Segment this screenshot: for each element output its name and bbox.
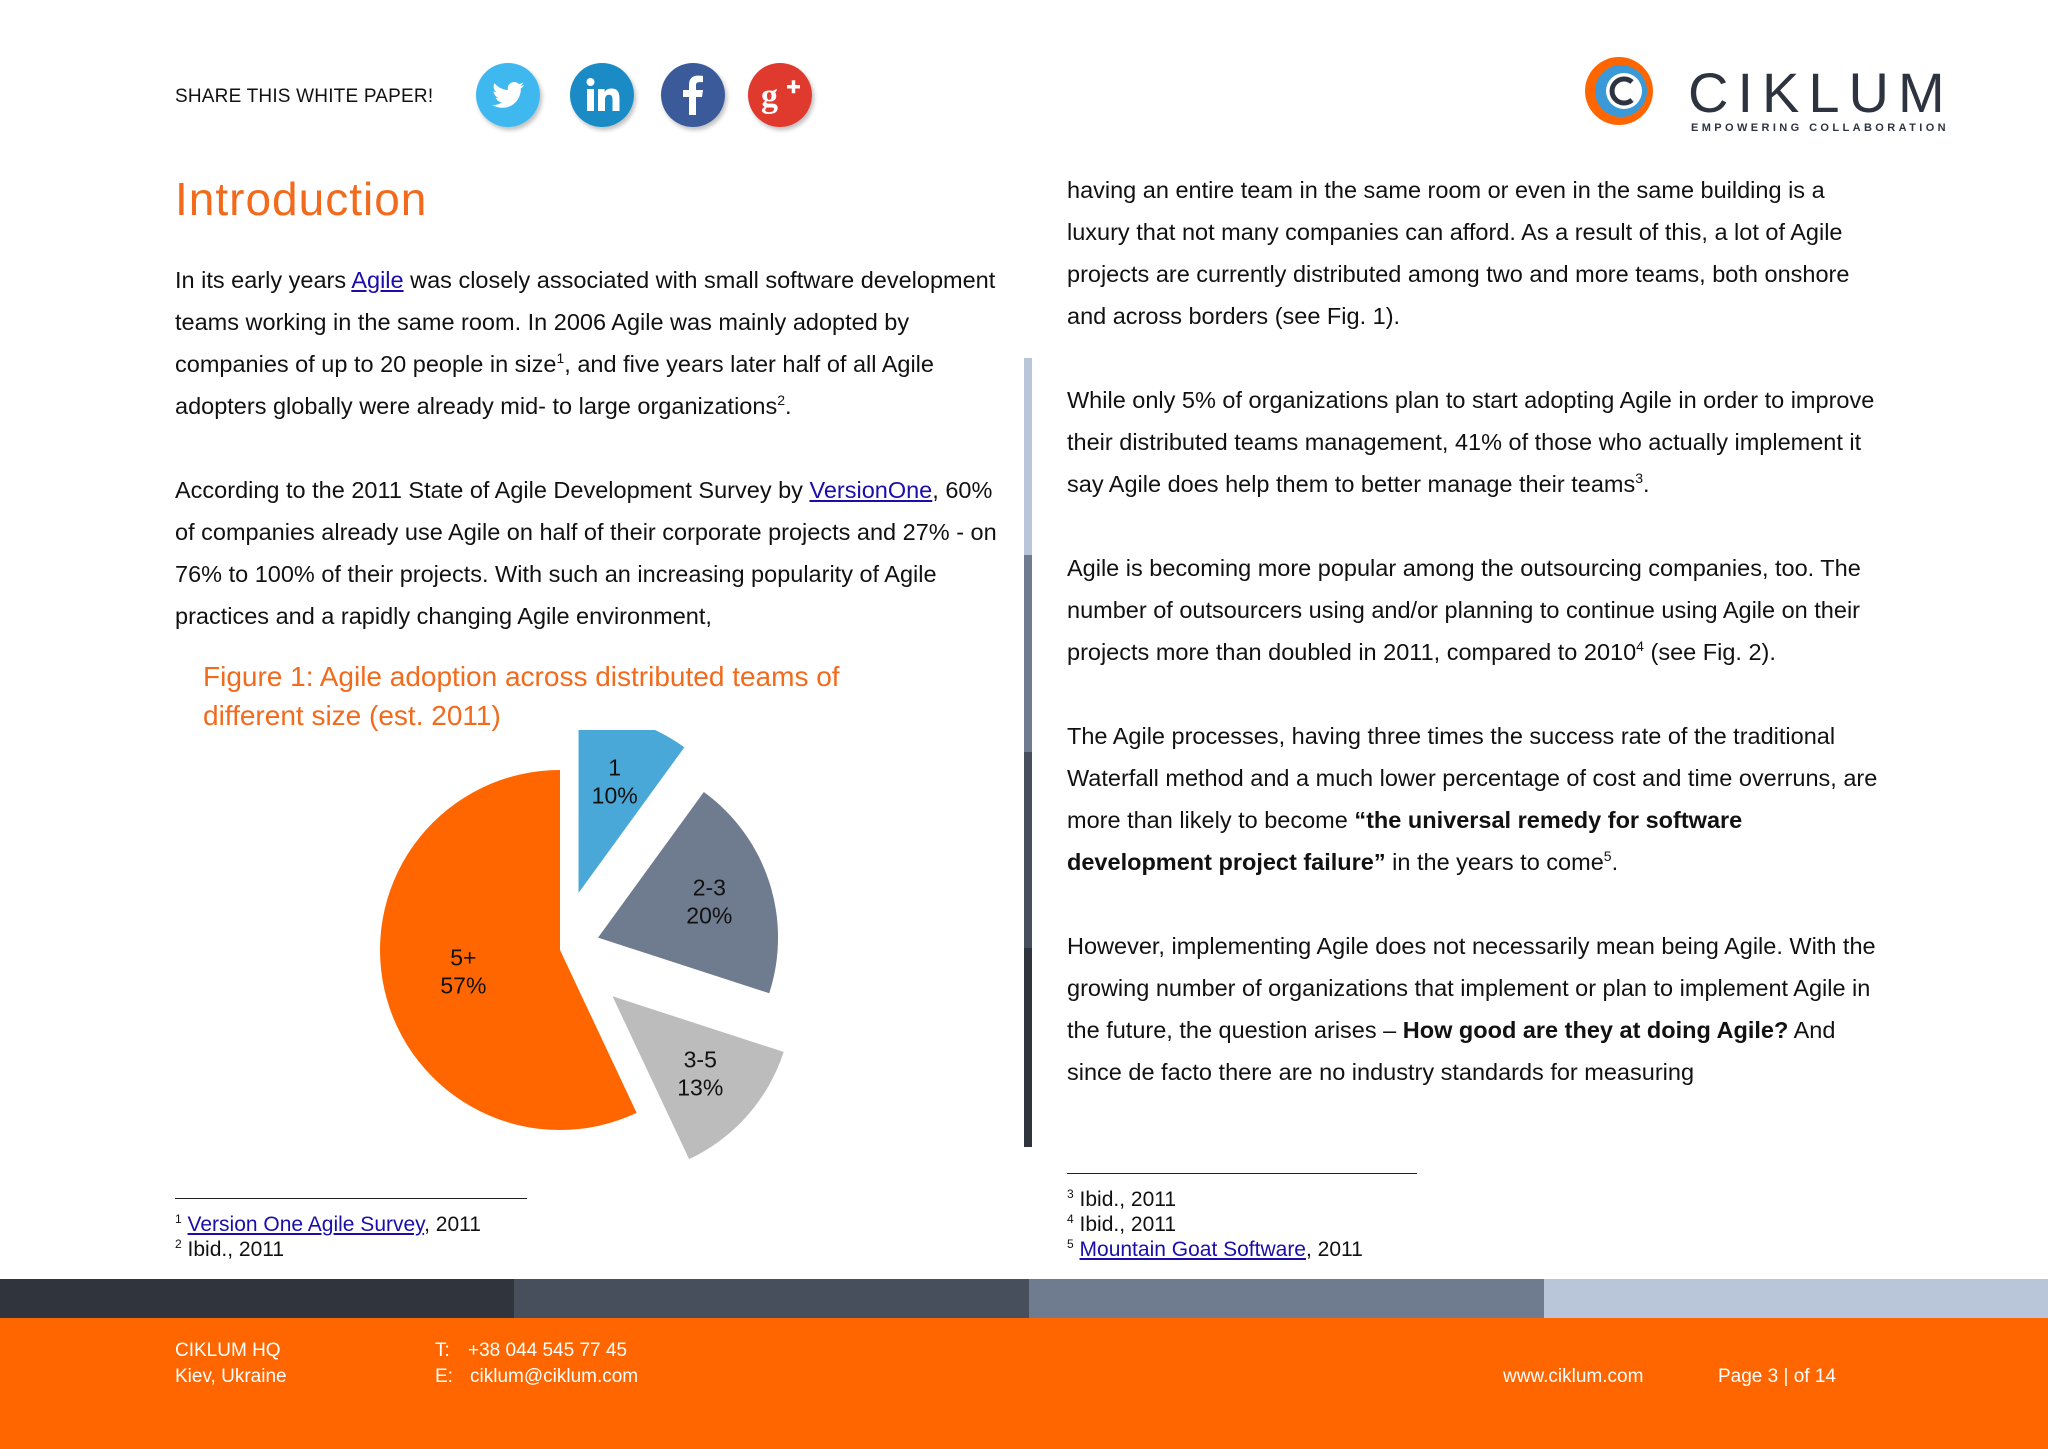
pie-category-label: 5+ <box>450 944 477 971</box>
footer-email-label: E: <box>435 1366 453 1387</box>
footer-email[interactable]: ciklum@ciklum.com <box>470 1366 639 1387</box>
divider-bar-segment <box>1024 752 1032 948</box>
ciklum-logo-mark <box>1580 52 1658 130</box>
pie-value-label: 57% <box>440 972 487 999</box>
page-number: Page 3 | of 14 <box>1718 1366 1836 1387</box>
figure-title: Figure 1: Agile adoption across distributed teams of different size (est. 2011) <box>203 661 840 731</box>
paragraph: having an entire team in the same room or even in the same building is a luxury that not many companies can afford. As a result of this, a lot of Agile projects are currently distributed among two and more teams, both onshore and across borders (see Fig. 1). <box>1067 177 1850 329</box>
svg-text:g: g <box>761 78 778 115</box>
footnote: $^5$ Mountain Goat Software, 2011 <box>1067 1237 1363 1261</box>
divider-bar-segment <box>1024 948 1032 1147</box>
footer-phone[interactable]: +38 044 545 77 45 <box>468 1340 628 1361</box>
pie-value-label: 10% <box>591 782 638 809</box>
footer-hq: CIKLUM HQ <box>175 1340 281 1361</box>
pie-category-label: 1 <box>608 754 622 781</box>
footer <box>0 1318 2048 1449</box>
pie-value-label: 20% <box>686 902 733 929</box>
footnotes-left <box>175 1212 775 1262</box>
version-one-survey-link[interactable]: Version One Agile Survey <box>187 1213 425 1236</box>
left-column <box>175 259 1005 679</box>
ciklum-logo <box>1580 52 1954 136</box>
pie-chart <box>340 730 820 1180</box>
right-column <box>1067 169 1887 1135</box>
linkedin-icon[interactable] <box>570 63 634 127</box>
paragraph: While only 5% of organizations plan to start adopting Agile in order to improve their distributed teams management, 41% of those who actually implement it say Agile does help them to better manage their teams$^3$. <box>1067 387 1875 497</box>
agile-link[interactable]: Agile <box>351 267 404 293</box>
footnote: $^4$ Ibid., 2011 <box>1067 1212 1177 1236</box>
paragraph: However, implementing Agile does not necessarily mean being Agile. With the growing number of organizations that implement or plan to implement Agile in the future, the question arises – How good are they at doing Agile? And since de facto there are no industry standards for measuring <box>1067 933 1876 1085</box>
footer-website[interactable]: www.ciklum.com <box>1503 1366 1644 1387</box>
paragraph: Agile is becoming more popular among the outsourcing companies, too. The number of outsourcers using and/or planning to continue using Agile on their projects more than doubled in 2011, compared to 2010$^4$ (see Fig. 2). <box>1067 555 1861 665</box>
divider-bar-segment <box>1024 358 1032 555</box>
footnote: $^1$ Version One Agile Survey, 2011 <box>175 1212 481 1236</box>
footnote: $^3$ Ibid., 2011 <box>1067 1187 1177 1211</box>
footnote: $^2$ Ibid., 2011 <box>175 1237 285 1261</box>
footnotes-right <box>1067 1187 1667 1262</box>
twitter-icon[interactable] <box>476 63 540 127</box>
logo-tagline: EMPOWERING COLLABORATION <box>1691 122 1949 134</box>
share-label: SHARE THIS WHITE PAPER! <box>175 86 434 107</box>
pie-value-label: 13% <box>677 1074 724 1101</box>
footer-stripe <box>1544 1279 2048 1318</box>
facebook-icon[interactable] <box>661 63 725 127</box>
footer-stripe <box>514 1279 1029 1318</box>
google-plus-icon[interactable] <box>748 63 812 127</box>
paragraph: According to the 2011 State of Agile Development Survey by VersionOne, 60% of companies already use Agile on half of their corporate projects and 27% - on 76% to 100% of their projects. With such an increasing popularity of Agile practices and a rapidly changing Agile environment, <box>175 477 997 629</box>
footnote-rule <box>175 1198 527 1199</box>
section-title: Introduction <box>175 173 428 225</box>
footer-phone-label: T: <box>435 1340 450 1361</box>
paragraph: In its early years Agile was closely associated with small software development teams working in the same room. In 2006 Agile was mainly adopted by companies of up to 20 people in size$^1$, and five years later half of all Agile adopters globally were already mid- to large organizations$^2$. <box>175 267 996 419</box>
pie-category-label: 3-5 <box>683 1046 717 1073</box>
pie-category-label: 2-3 <box>692 874 726 901</box>
footer-stripe <box>0 1279 514 1318</box>
footer-city: Kiev, Ukraine <box>175 1366 287 1387</box>
versionone-link[interactable]: VersionOne <box>809 477 933 503</box>
footer-stripe <box>1029 1279 1544 1318</box>
divider-bar-segment <box>1024 555 1032 752</box>
paragraph: The Agile processes, having three times the success rate of the traditional Waterfall method and a much lower percentage of cost and time overruns, are more than likely to become “the universal remedy for software development project failure” in the years to come$^5$. <box>1067 723 1878 875</box>
logo-wordmark: CIKLUM <box>1688 61 1954 124</box>
footnote-rule <box>1067 1173 1417 1174</box>
mountain-goat-link[interactable]: Mountain Goat Software <box>1079 1238 1306 1261</box>
